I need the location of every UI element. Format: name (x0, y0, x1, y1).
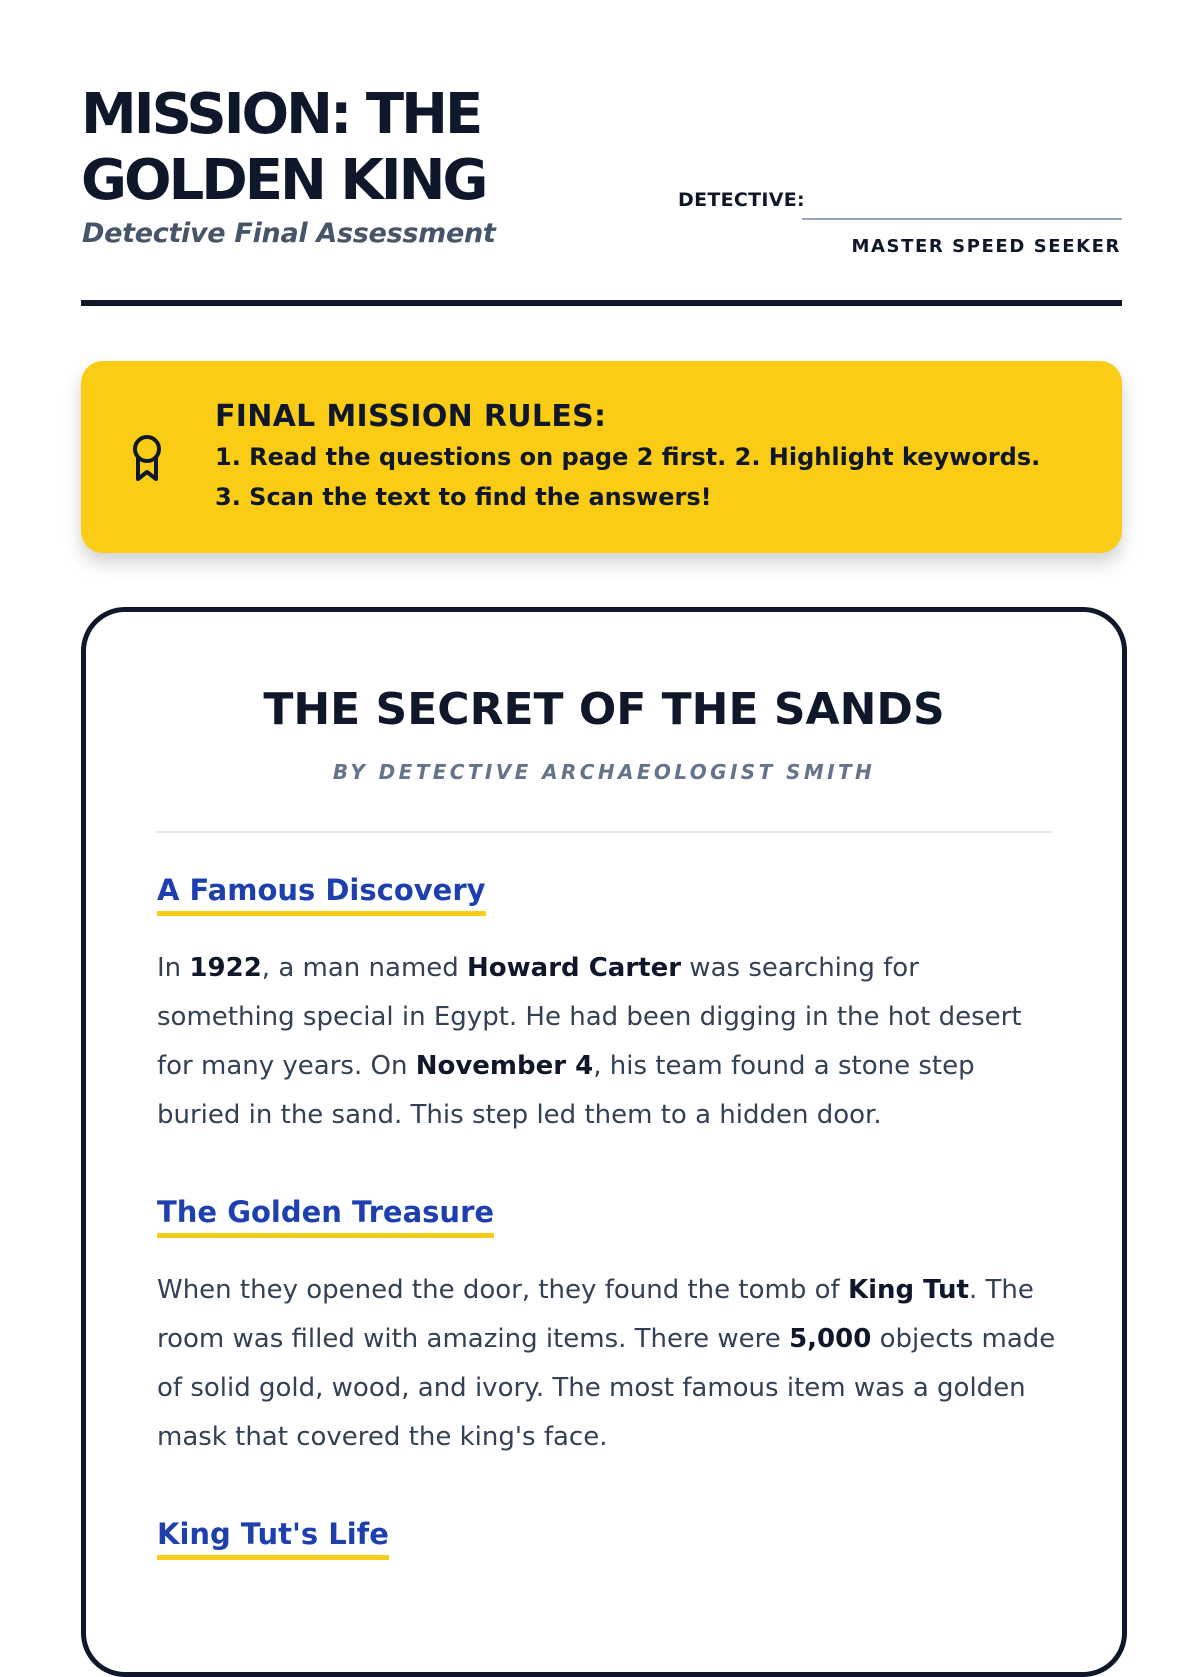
section-body: When they opened the door, they found the tomb of King Tut. The room was filled with amazing items. There were 5,000 objects made of solid gold, wood, and ivory. The most famous item was a golden mask that covered the king's face. (157, 1275, 1056, 1452)
story-card (81, 607, 1127, 1677)
header-divider (81, 300, 1122, 306)
section-body: In 1922, a man named Howard Carter was searching for something special in Egypt. He had been digging in the hot desert for many years. On November 4, his team found a stone step buried in the sand. This step led them to a hidden door. (157, 953, 1022, 1130)
section-heading: King Tut's Life (157, 1515, 389, 1560)
keyword: Howard Carter (467, 953, 682, 983)
award-ribbon-icon (127, 433, 167, 485)
detective-name-field[interactable] (802, 218, 1122, 220)
story-title: THE SECRET OF THE SANDS (263, 684, 945, 735)
section-heading: The Golden Treasure (157, 1193, 494, 1238)
keyword: 5,000 (789, 1324, 872, 1354)
keyword: King Tut (847, 1275, 969, 1305)
rules-title: FINAL MISSION RULES: (215, 399, 607, 434)
story-divider (157, 831, 1051, 833)
rules-text: 1. Read the questions on page 2 first. 2. Highlight keywords. 3. Scan the text to find the answers! (215, 443, 1041, 511)
story-author: BY DETECTIVE ARCHAEOLOGIST SMITH (332, 760, 876, 784)
rank-label: MASTER SPEED SEEKER (851, 236, 1121, 257)
keyword: November 4 (415, 1051, 594, 1081)
section-heading: A Famous Discovery (157, 871, 486, 916)
detective-label: DETECTIVE: (678, 189, 805, 211)
page-title: MISSION: THE GOLDEN KING (81, 82, 486, 213)
page-subtitle: Detective Final Assessment (82, 218, 496, 249)
keyword: 1922 (189, 953, 262, 983)
mission-rules-callout (81, 361, 1122, 553)
